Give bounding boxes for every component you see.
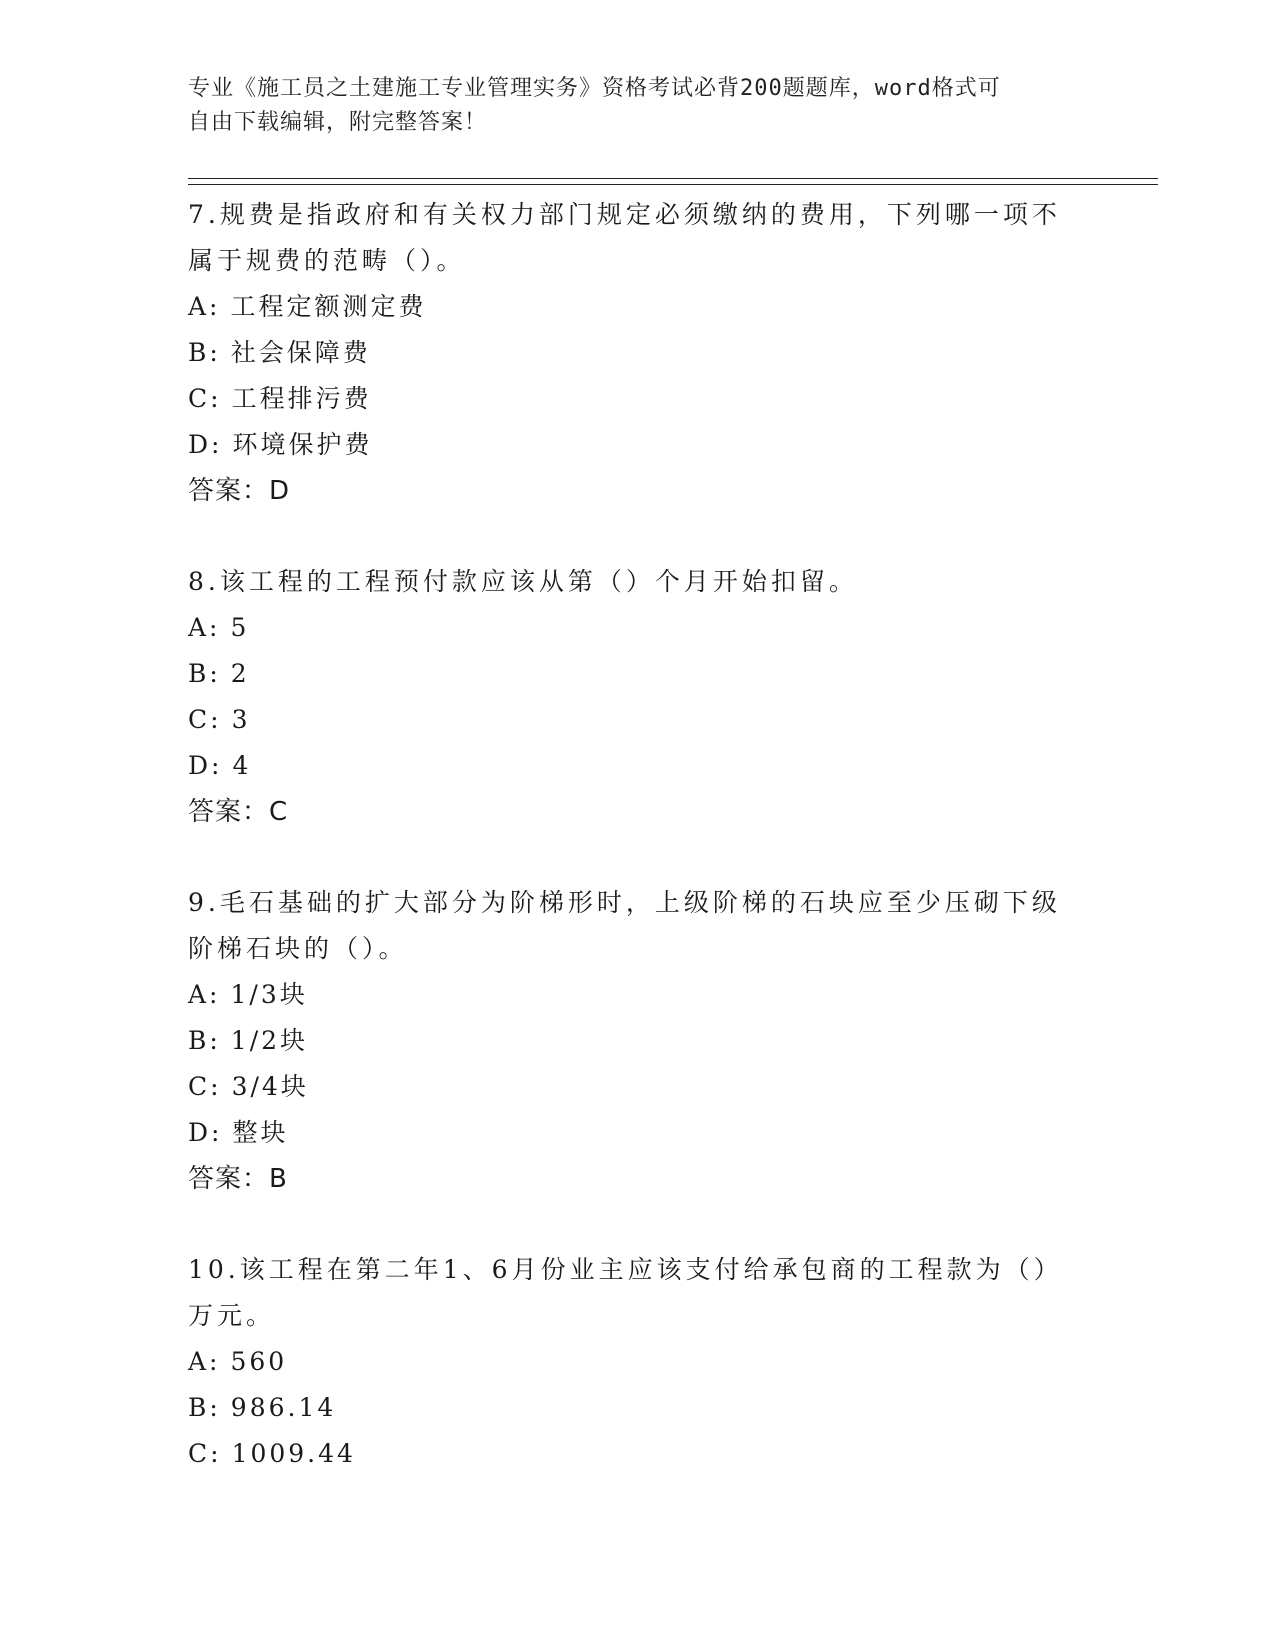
option-text: 工程排污费 (231, 384, 372, 413)
question-list (188, 192, 1068, 1522)
question-stem-line-1: 10.该工程在第二年1、6月份业主应该支付给承包商的工程款为（） (188, 1255, 1063, 1284)
option-text: 环境保护费 (232, 430, 373, 459)
option-text: 1/3块 (230, 980, 308, 1009)
option-letter: D: (188, 1118, 223, 1147)
option-text: 3 (231, 705, 251, 734)
header-divider-top (188, 178, 1158, 179)
option-text: 560 (230, 1347, 288, 1376)
option-b (188, 1018, 1068, 1064)
question-stem-line-1: 9.毛石基础的扩大部分为阶梯形时，上级阶梯的石块应至少压砌下级 (188, 888, 1061, 917)
option-d (188, 743, 1068, 789)
option-letter: D: (188, 751, 223, 780)
option-text: 工程定额测定费 (230, 292, 427, 321)
option-b (188, 330, 1068, 376)
option-text: 4 (232, 751, 252, 780)
option-text: 5 (230, 613, 250, 642)
option-c (188, 376, 1068, 422)
option-letter: B: (188, 338, 221, 367)
option-letter: B: (188, 1026, 221, 1055)
option-text: 1/2块 (230, 1026, 309, 1055)
option-b (188, 1385, 1068, 1431)
option-d (188, 422, 1068, 468)
option-letter: B: (188, 1393, 221, 1422)
header-divider-bottom (188, 184, 1158, 185)
option-letter: C: (188, 705, 222, 734)
option-c (188, 697, 1068, 743)
question-7 (188, 192, 1068, 514)
option-b (188, 651, 1068, 697)
option-text: 1009.44 (231, 1439, 356, 1468)
question-9 (188, 880, 1068, 1202)
option-text: 社会保障费 (230, 338, 371, 367)
option-text: 整块 (232, 1118, 289, 1147)
option-text: 2 (230, 659, 250, 688)
header-line-2: 自由下载编辑，附完整答案！ (188, 110, 488, 135)
question-stem-line-2: 属于规费的范畴（）。 (188, 246, 466, 275)
option-text: 3/4块 (231, 1072, 309, 1101)
option-letter: B: (188, 659, 221, 688)
option-letter: A: (188, 1347, 221, 1376)
option-letter: C: (188, 1439, 222, 1468)
option-a (188, 605, 1068, 651)
option-letter: C: (188, 1072, 222, 1101)
option-letter: D: (188, 430, 223, 459)
question-stem-line-1: 8.该工程的工程预付款应该从第（）个月开始扣留。 (188, 567, 858, 596)
option-c (188, 1431, 1068, 1477)
header-line-1: 专业《施工员之土建施工专业管理实务》资格考试必背200题题库，word格式可 (188, 76, 1001, 101)
question-stem-line-1: 7.规费是指政府和有关权力部门规定必须缴纳的费用，下列哪一项不 (188, 200, 1061, 229)
question-stem-line-2: 万元。 (188, 1301, 276, 1330)
option-a (188, 284, 1068, 330)
question-8 (188, 559, 1068, 835)
answer-line: 答案：C (188, 797, 289, 827)
option-d (188, 1110, 1068, 1156)
option-c (188, 1064, 1068, 1110)
answer-line: 答案：D (188, 476, 291, 506)
question-10 (188, 1247, 1068, 1477)
option-letter: A: (188, 613, 221, 642)
option-a (188, 1339, 1068, 1385)
option-text: 986.14 (230, 1393, 337, 1422)
option-a (188, 972, 1068, 1018)
option-letter: C: (188, 384, 222, 413)
document-header (188, 72, 1068, 140)
question-stem-line-2: 阶梯石块的（）。 (188, 934, 408, 963)
option-letter: A: (188, 292, 221, 321)
option-letter: A: (188, 980, 221, 1009)
answer-line: 答案：B (188, 1164, 288, 1194)
